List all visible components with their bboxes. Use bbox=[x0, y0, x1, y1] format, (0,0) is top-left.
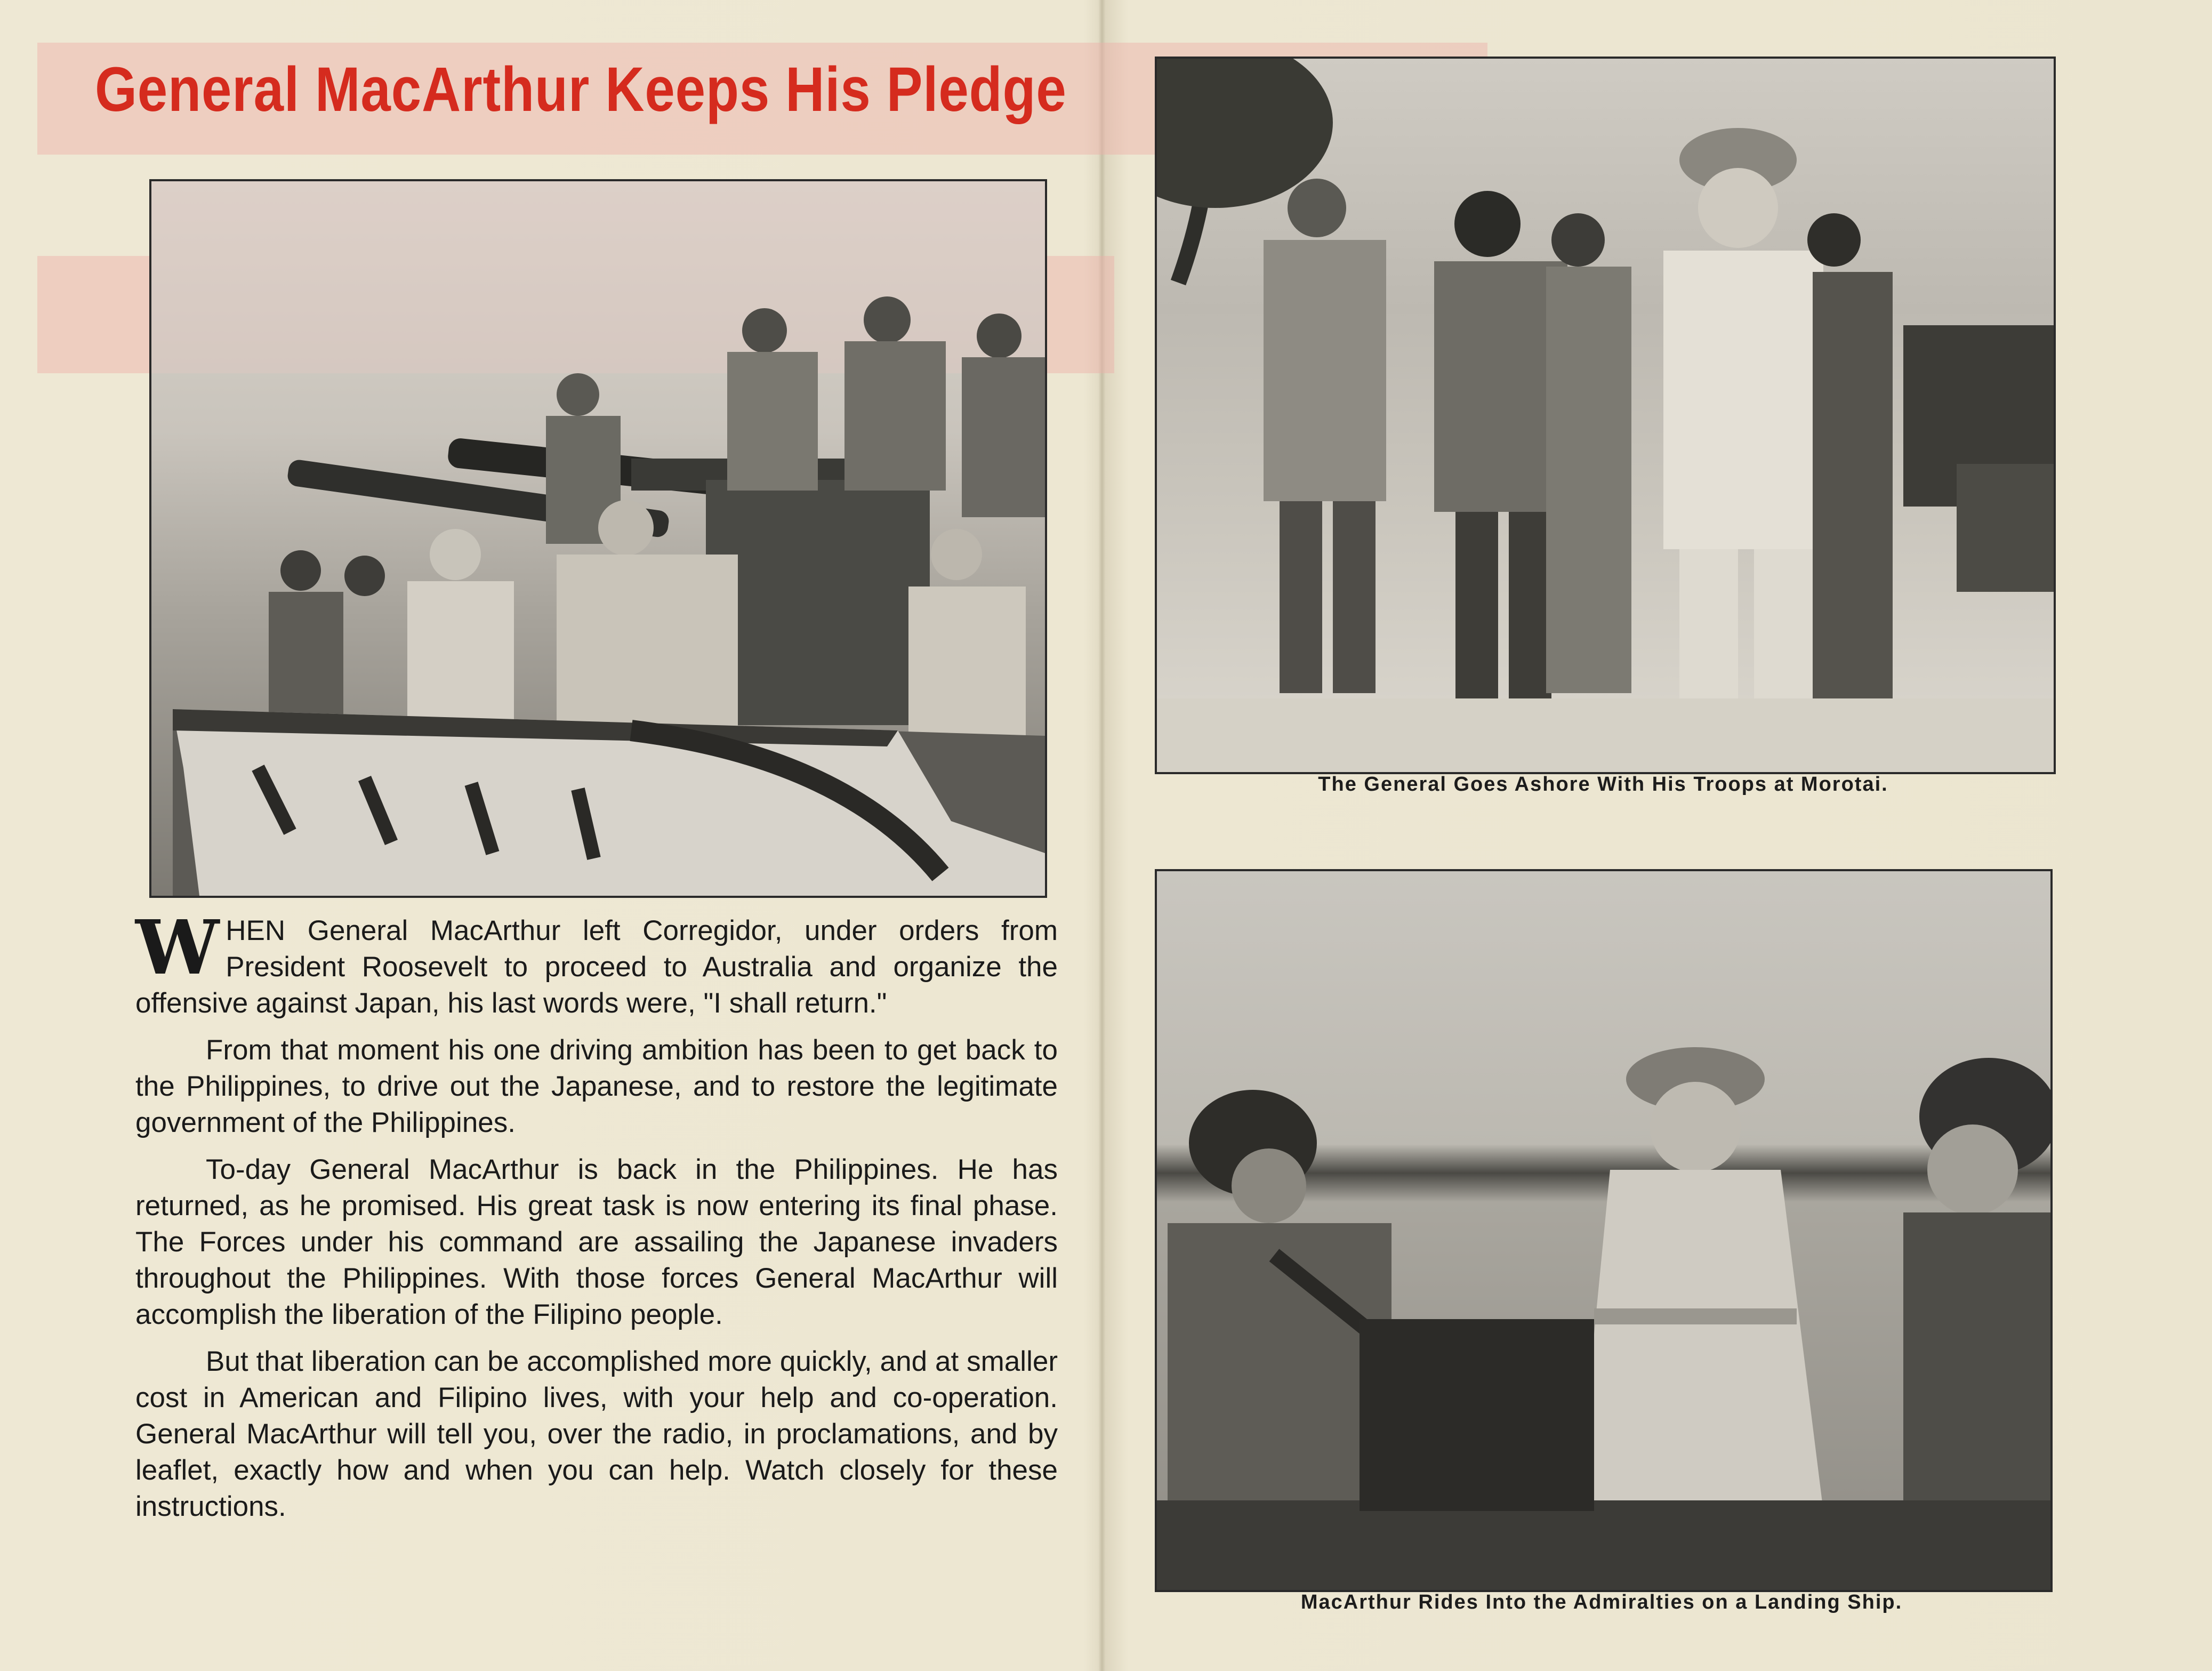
article-paragraph-1 bbox=[135, 904, 1058, 1022]
photo-admiralties-landing bbox=[1155, 869, 2053, 1592]
article-paragraph-4: But that liberation can be accomplished more quickly, and at smaller cost in American and Filipino lives, with your help and co-operation. General MacArthur will tell you, over the radio, in proclamations, and by leaflet, exactly how and when you can help. Watch closely for these instructions. bbox=[135, 1346, 1058, 1522]
page-headline: General MacArthur Keeps His Pledge bbox=[95, 54, 1067, 125]
morotai-illustration bbox=[1157, 59, 2054, 772]
center-fold bbox=[1098, 0, 1106, 1671]
photo-ship-deck bbox=[149, 179, 1047, 898]
caption-admiralties: MacArthur Rides Into the Admiralties on a Landing Ship. bbox=[1300, 1591, 1903, 1613]
article-paragraph-3: To-day General MacArthur is back in the Philippines. He has returned, as he promised. His great task is now entering its final phase. The Forces under his command are assailing the Japanese invaders throughout the Philippines. With those forces General MacArthur will accomplish the liberation of the Filipino people. bbox=[135, 1154, 1058, 1330]
article-paragraph-2: From that moment his one driving ambition has been to get back to the Philippines, to drive out the Japanese, and to restore the legitimate government of the Philippines. bbox=[135, 1034, 1058, 1138]
photo-morotai-ashore bbox=[1155, 57, 2056, 774]
paragraph-1-text: General MacArthur left Corregidor, under orders from President Roosevelt to proceed to Australia and organize the offensive against Japan, his last words were, "I shall return." bbox=[135, 915, 1058, 1019]
drop-cap: W bbox=[135, 904, 220, 992]
ship-deck-illustration bbox=[151, 181, 1045, 896]
caption-morotai: The General Goes Ashore With His Troops at Morotai. bbox=[1318, 773, 1888, 796]
lead-word: HEN bbox=[226, 915, 286, 946]
article-body bbox=[135, 904, 1058, 1627]
admiralties-illustration bbox=[1157, 871, 2050, 1590]
